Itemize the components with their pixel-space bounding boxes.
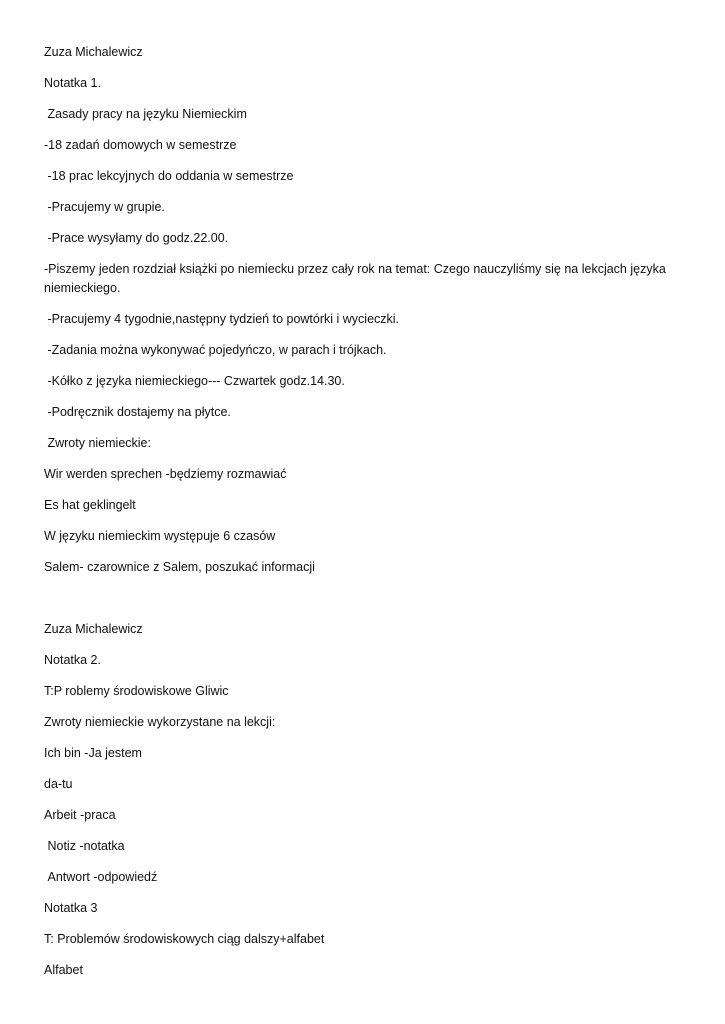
note-line: Arbeit -praca xyxy=(44,808,116,822)
note-line: -Zadania można wykonywać pojedyńczo, w parach i trójkach. xyxy=(44,343,387,357)
author-name: Zuza Michalewicz xyxy=(44,45,143,59)
note-line: -Pracujemy w grupie. xyxy=(44,200,165,214)
note-line: -Kółko z języka niemieckiego--- Czwartek godz.14.30. xyxy=(44,374,345,388)
note-line: Ich bin -Ja jestem xyxy=(44,746,142,760)
note-line: Zwroty niemieckie wykorzystane na lekcji: xyxy=(44,715,276,729)
note-line: -Piszemy jeden rozdział książki po niemiecku przez cały rok na temat: Czego nauczyliśmy się na lekcjach języka niemieckiego. xyxy=(44,262,670,295)
note-line: -18 zadań domowych w semestrze xyxy=(44,138,237,152)
note-line: -Prace wysyłamy do godz.22.00. xyxy=(44,231,229,245)
note-line: Alfabet xyxy=(44,963,83,977)
note-line: Antwort -odpowiedź xyxy=(44,870,158,884)
note-line: Es hat geklingelt xyxy=(44,498,136,512)
note-line: W języku niemieckim występuje 6 czasów xyxy=(44,529,276,543)
note-line: da-tu xyxy=(44,777,73,791)
note-line: Salem- czarownice z Salem, poszukać informacji xyxy=(44,560,315,574)
author-name: Zuza Michalewicz xyxy=(44,622,143,636)
note-heading: Notatka 1. xyxy=(44,76,101,90)
note-heading: Notatka 2. xyxy=(44,653,101,667)
note-line: -18 prac lekcyjnych do oddania w semestrze xyxy=(44,169,294,183)
note-line: Zwroty niemieckie: xyxy=(44,436,151,450)
note-line: T:P roblemy środowiskowe Gliwic xyxy=(44,684,229,698)
note-line: Wir werden sprechen -będziemy rozmawiać xyxy=(44,467,287,481)
note-heading: Notatka 3 xyxy=(44,901,98,915)
note-line: -Pracujemy 4 tygodnie,następny tydzień to powtórki i wycieczki. xyxy=(44,312,400,326)
note-line: Zasady pracy na języku Niemieckim xyxy=(44,107,247,121)
note-line: Notiz -notatka xyxy=(44,839,125,853)
note-line: -Podręcznik dostajemy na płytce. xyxy=(44,405,231,419)
note-line: T: Problemów środowiskowych ciąg dalszy+alfabet xyxy=(44,932,325,946)
